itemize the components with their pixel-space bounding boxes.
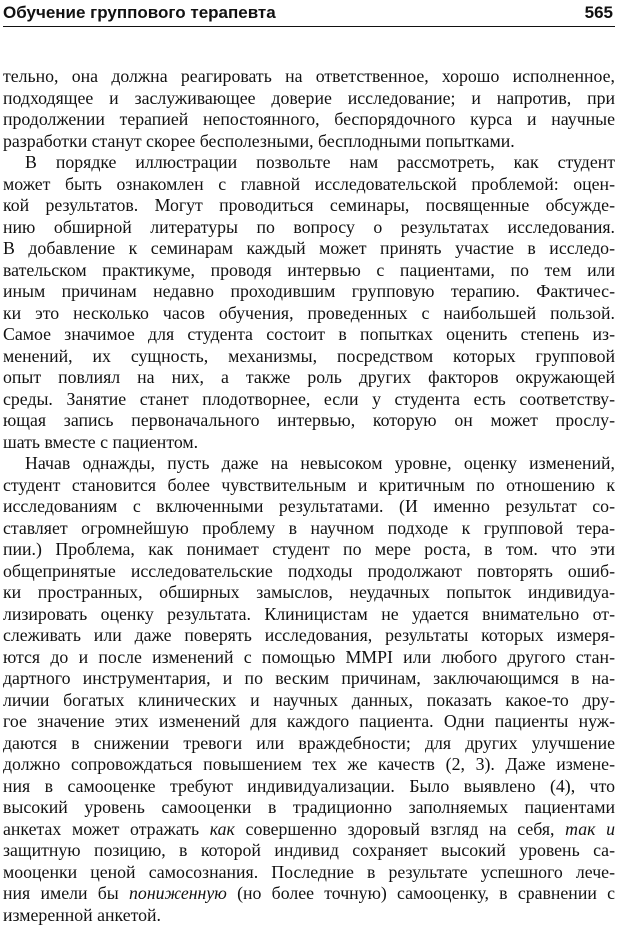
text-line: высокий уровень самооценки в традиционно заполняемых пациентами bbox=[3, 797, 615, 819]
text-line: разработки станут скорее бесполезными, бесплодными попытками. bbox=[3, 131, 615, 153]
text-line: личии богатых клинических и научных данных, показать какое-то дру- bbox=[3, 690, 615, 712]
text-line: исследованиям с включенными результатами. (И именно результат со- bbox=[3, 496, 615, 518]
text-line: измеренной анкетой. bbox=[3, 905, 615, 926]
text-line bbox=[3, 819, 615, 841]
text-line: продолжении терапией непостоянного, беспорядочного курса и научные bbox=[3, 109, 615, 131]
running-header bbox=[3, 2, 615, 27]
text-line: ния в самооценке требуют индивидуализации. Было выявлено (4), что bbox=[3, 776, 615, 798]
text-line: вательском практикуме, проводя интервью с пациентами, по тем или bbox=[3, 260, 615, 282]
paragraph-start-line: Начав однажды, пусть даже на невысоком уровне, оценку изменений, bbox=[3, 453, 615, 475]
italic-word: как bbox=[210, 819, 235, 839]
text-line: может быть ознакомлен с главной исследовательской проблемой: оцен- bbox=[3, 174, 615, 196]
text-line: Самое значимое для студента состоит в попытках оценить степень из- bbox=[3, 324, 615, 346]
text-line: ющая запись первоначального интервью, которую он может прослу- bbox=[3, 410, 615, 432]
text-line: общепринятые исследовательские подходы продолжают повторять ошиб- bbox=[3, 561, 615, 583]
text-line: пии.) Проблема, как понимает студент по мере роста, в том. что эти bbox=[3, 539, 615, 561]
text-line: кой результатов. Могут проводиться семинары, посвященные обсужде- bbox=[3, 195, 615, 217]
text-line: дартного инструментария, и по веским причинам, заключающимся в на- bbox=[3, 668, 615, 690]
text-line: опыт повлиял на них, а также роль других факторов окружающей bbox=[3, 367, 615, 389]
text-line: среды. Занятие станет плодотворнее, если у студента есть соответству- bbox=[3, 389, 615, 411]
text-segment: совершенно здоровый взгляд на себя, bbox=[246, 819, 555, 839]
text-line: защитную позицию, в которой индивид сохраняет высокий уровень са- bbox=[3, 840, 615, 862]
text-line: ки пространных, обширных замыслов, неудачных попыток индивидуа- bbox=[3, 582, 615, 604]
text-segment: (но более точную) самооценку, в сравнении с bbox=[237, 883, 615, 903]
italic-word: пониженную bbox=[129, 883, 227, 903]
italic-word: так и bbox=[565, 819, 615, 839]
text-line: слеживать или даже поверять исследования, результаты которых измеря- bbox=[3, 625, 615, 647]
text-line: иным причинам недавно проходившим групповую терапию. Фактичес- bbox=[3, 281, 615, 303]
text-line: даются в снижении тревоги или враждебности; для других улучшение bbox=[3, 733, 615, 755]
text-line: подходящее и заслуживающее доверие исследование; и напротив, при bbox=[3, 88, 615, 110]
text-segment: ния имели бы bbox=[3, 883, 119, 903]
text-line: В добавление к семинарам каждый может принять участие в исследо- bbox=[3, 238, 615, 260]
text-line: тельно, она должна реагировать на ответственное, хорошо исполненное, bbox=[3, 66, 615, 88]
text-line: ставляет огромнейшую проблему в научном подходе к групповой тера- bbox=[3, 518, 615, 540]
text-line: студент становится более чувствительным и критичным по отношению к bbox=[3, 475, 615, 497]
paragraph-start-line: В порядке иллюстрации позвольте нам рассмотреть, как студент bbox=[3, 152, 615, 174]
page-number: 565 bbox=[585, 3, 613, 23]
text-line bbox=[3, 883, 615, 905]
text-line: ются до и после изменений с помощью MMPI или любого другого стан- bbox=[3, 647, 615, 669]
text-line: должно сопровождаться повышением тех же качеств (2, 3). Даже измене- bbox=[3, 754, 615, 776]
text-line: мооценки ценой самосознания. Последние в результате успешного лече- bbox=[3, 862, 615, 884]
text-line: менений, их сущность, механизмы, посредством которых групповой bbox=[3, 346, 615, 368]
body-text bbox=[3, 66, 615, 926]
text-line: лизировать оценку результата. Клиницистам не удается внимательно от- bbox=[3, 604, 615, 626]
text-line: гое значение этих изменений для каждого пациента. Одни пациенты нуж- bbox=[3, 711, 615, 733]
text-line: нию обширной литературы по вопросу о результатах исследования. bbox=[3, 217, 615, 239]
text-line: ки это несколько часов обучения, проведенных с наибольшей пользой. bbox=[3, 303, 615, 325]
text-segment: анкетах может отражать bbox=[3, 819, 199, 839]
text-line: шать вместе с пациентом. bbox=[3, 432, 615, 454]
running-title: Обучение группового терапевта bbox=[3, 3, 276, 23]
